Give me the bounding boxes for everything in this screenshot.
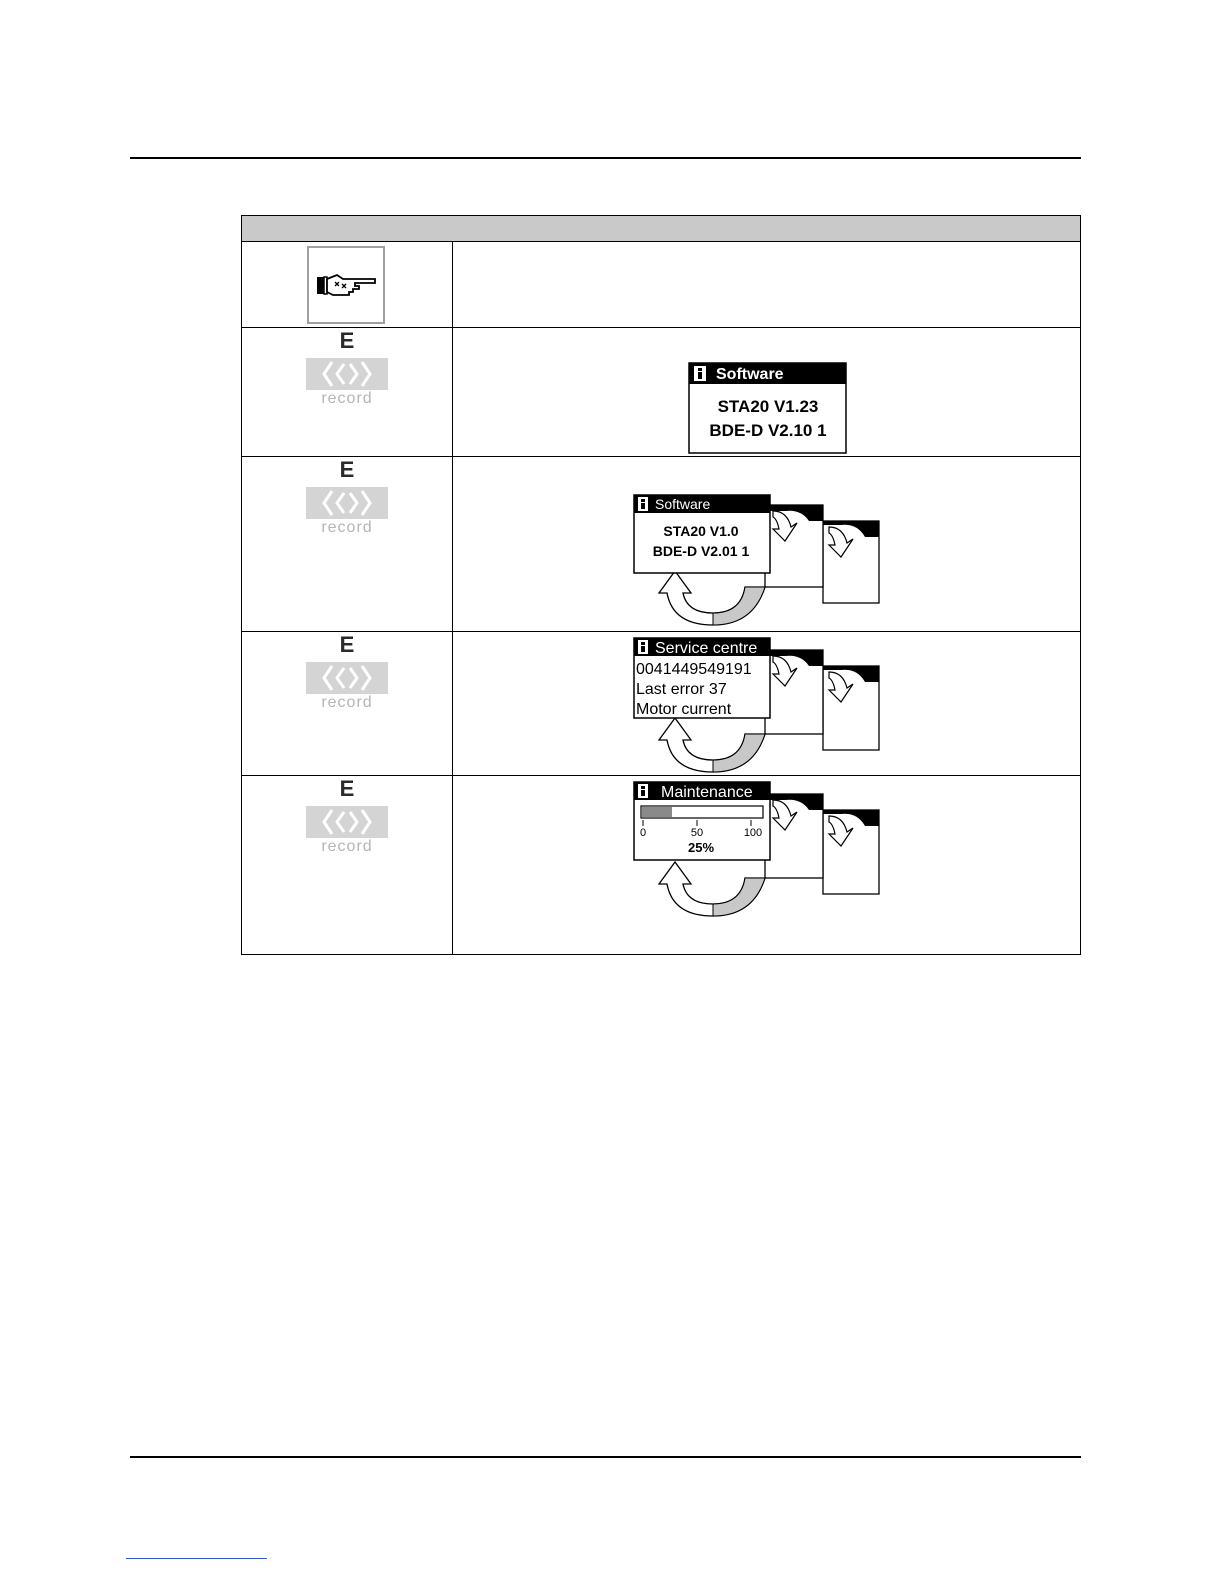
- step-row-software: [242, 457, 1080, 631]
- key-e-label: E: [339, 457, 355, 482]
- record-logo-text: record: [321, 694, 373, 711]
- step-row-maintenance: [242, 776, 1080, 954]
- info-icon: [638, 497, 648, 511]
- note-row: [242, 243, 1080, 327]
- record-logo-icon: [306, 487, 388, 519]
- table-header-bar: [242, 216, 1080, 242]
- procedure-table: [241, 215, 1081, 955]
- screen-line-2: Last error 37: [636, 681, 727, 698]
- service-cycle-diagram: [633, 636, 903, 775]
- screen-line-2: BDE-D V2.10 1: [709, 421, 827, 440]
- info-icon: [638, 784, 648, 798]
- footer-rule: [130, 1456, 1081, 1458]
- screen-line-3: Motor current: [636, 701, 732, 718]
- record-e-button[interactable]: [306, 806, 388, 856]
- footer-link[interactable]: [126, 1548, 267, 1559]
- note-text-cell: [453, 243, 1080, 327]
- software-current-display: [688, 362, 848, 456]
- record-e-button[interactable]: [306, 487, 388, 537]
- record-logo-text: record: [321, 390, 373, 407]
- step-row-service: [242, 632, 1080, 775]
- maintenance-percent: 25%: [687, 840, 715, 855]
- key-e-label: E: [339, 632, 355, 657]
- record-e-button[interactable]: [306, 358, 388, 408]
- record-logo-text: record: [321, 519, 373, 536]
- info-icon: [638, 640, 648, 654]
- key-e-label: E: [339, 776, 355, 801]
- record-e-button[interactable]: [306, 662, 388, 712]
- note-icon-cell: [242, 243, 452, 327]
- record-logo-text: record: [321, 838, 373, 855]
- record-logo-icon: [306, 806, 388, 838]
- tick-label-100: 100: [743, 827, 763, 839]
- step-row-software-current: [242, 328, 1080, 456]
- tick-label-0: 0: [639, 827, 647, 839]
- screen-title: Software: [716, 366, 784, 383]
- pointing-hand-icon: [307, 246, 385, 324]
- maintenance-progress-fill: [642, 807, 672, 817]
- record-logo-icon: [306, 662, 388, 694]
- screen-title: Software: [655, 496, 711, 512]
- software-cycle-diagram: [633, 493, 903, 631]
- info-icon: [694, 366, 706, 381]
- record-logo-icon: [306, 358, 388, 390]
- key-e-label: E: [339, 328, 355, 353]
- screen-line-1: 0041449549191: [636, 661, 752, 678]
- header-rule: [130, 157, 1081, 159]
- screen-line-1: STA20 V1.0: [663, 523, 739, 539]
- tick-label-50: 50: [690, 827, 704, 839]
- screen-line-1: STA20 V1.23: [717, 397, 819, 416]
- screen-title: Maintenance: [661, 784, 753, 801]
- screen-line-2: BDE-D V2.01 1: [652, 543, 750, 559]
- screen-title: Service centre: [655, 640, 758, 657]
- maintenance-cycle-diagram: [633, 780, 903, 920]
